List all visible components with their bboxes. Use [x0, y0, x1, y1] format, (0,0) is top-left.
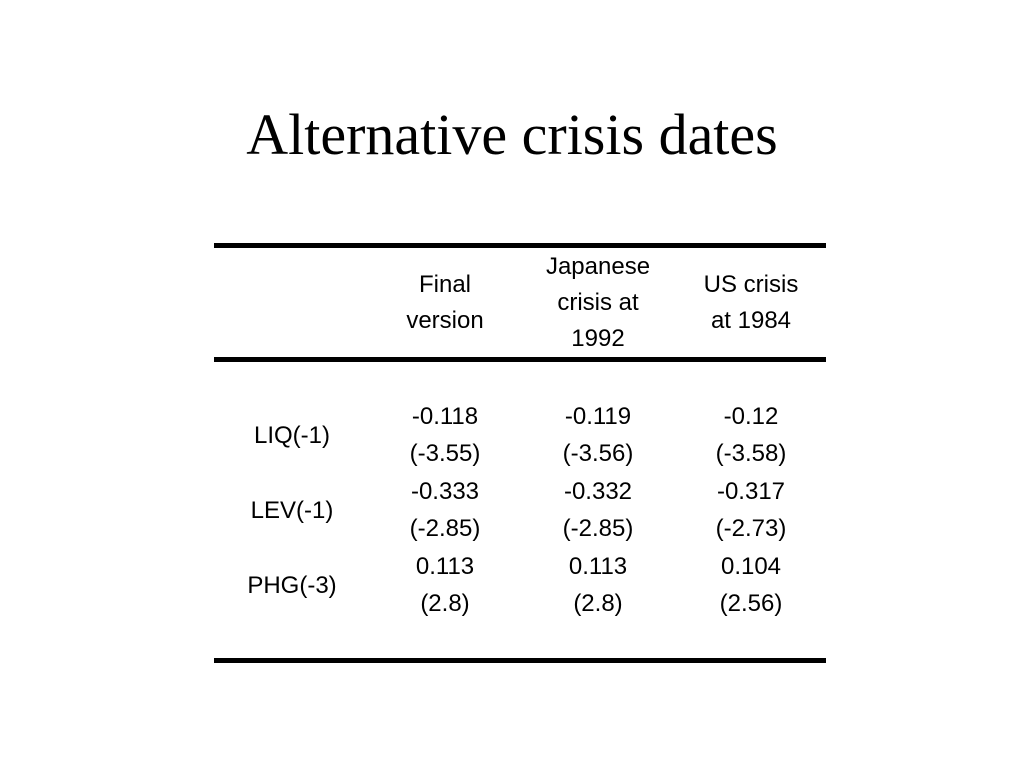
- header-final-version: [370, 248, 520, 357]
- coefficient: -0.12: [723, 403, 779, 430]
- header-line: Final: [418, 270, 472, 298]
- table-bottom-rule: [214, 658, 826, 663]
- header-line: Japanese: [545, 252, 651, 280]
- header-line: 1992: [571, 324, 625, 352]
- header-us-crisis: [676, 248, 826, 357]
- t-statistic: (-3.56): [562, 440, 634, 467]
- table-cell: [676, 473, 826, 547]
- t-statistic: (-3.55): [409, 440, 481, 467]
- t-statistic: (2.56): [719, 590, 783, 617]
- table-cell: [676, 398, 826, 472]
- header-line: version: [406, 306, 484, 334]
- row-label-liq: LIQ(-1): [253, 421, 330, 449]
- table-cell: [520, 473, 676, 547]
- coefficient: 0.113: [415, 553, 475, 580]
- t-statistic: (-2.85): [409, 515, 481, 542]
- coefficient: 0.113: [568, 553, 628, 580]
- t-statistic: (-2.85): [562, 515, 634, 542]
- coefficient: -0.118: [411, 403, 479, 430]
- coefficient: -0.317: [716, 478, 786, 505]
- row-label-phg: PHG(-3): [247, 571, 337, 599]
- slide-title: Alternative crisis dates: [246, 102, 778, 167]
- t-statistic: (-2.73): [715, 515, 787, 542]
- coefficient: -0.119: [564, 403, 632, 430]
- table-cell: [370, 473, 520, 547]
- header-line: US crisis: [703, 270, 799, 298]
- coefficient: -0.332: [563, 478, 633, 505]
- table-cell: [676, 548, 826, 622]
- coefficient: -0.333: [410, 478, 480, 505]
- coefficient: 0.104: [720, 553, 782, 580]
- table-cell: [520, 548, 676, 622]
- t-statistic: (2.8): [420, 590, 470, 617]
- header-japanese-crisis: [520, 248, 676, 357]
- table-cell: [370, 548, 520, 622]
- row-label-lev: LEV(-1): [250, 496, 334, 524]
- table-header-rule: [214, 357, 826, 362]
- header-line: at 1984: [710, 306, 792, 334]
- table-cell: [520, 398, 676, 472]
- table-cell: [370, 398, 520, 472]
- t-statistic: (-3.58): [715, 440, 787, 467]
- header-stub: [214, 248, 370, 357]
- t-statistic: (2.8): [573, 590, 623, 617]
- header-line: crisis at: [557, 288, 639, 316]
